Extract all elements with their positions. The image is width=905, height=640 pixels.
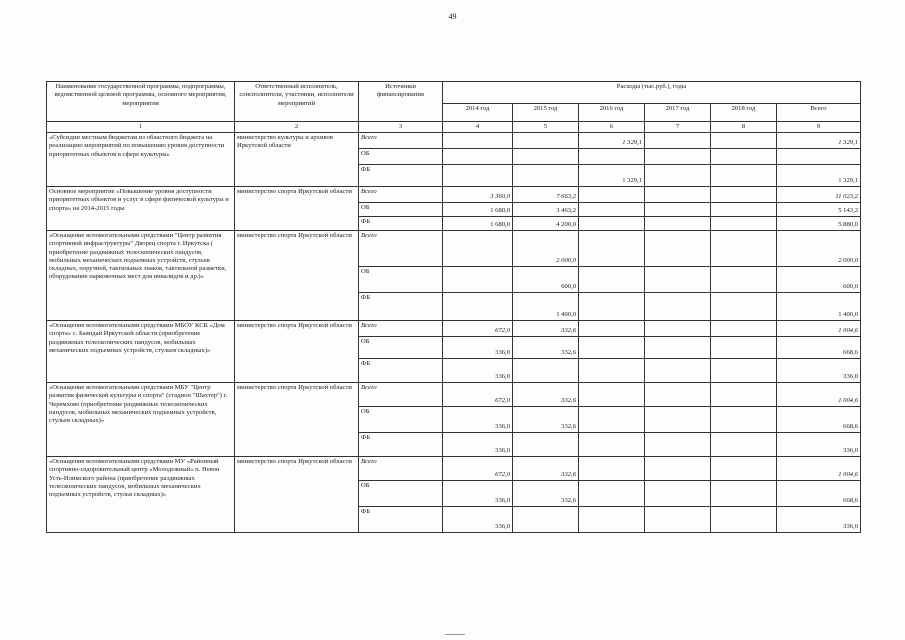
funding-source: ОБ — [359, 481, 443, 507]
amount-cell — [711, 165, 777, 187]
total-cell: 1 400,0 — [777, 293, 861, 321]
total-cell: 1 004,6 — [777, 383, 861, 407]
funding-source: Всего — [359, 457, 443, 481]
amount-cell — [579, 457, 645, 481]
amount-cell — [711, 203, 777, 217]
total-cell: 668,6 — [777, 337, 861, 359]
total-cell: 1 004,6 — [777, 457, 861, 481]
total-cell: 5 880,0 — [777, 217, 861, 231]
amount-cell: 332,6 — [513, 337, 579, 359]
amount-cell — [443, 165, 513, 187]
table-row — [47, 383, 861, 407]
amount-cell — [443, 231, 513, 267]
budget-table — [46, 81, 861, 533]
responsible-executor: министерство спорта Иркутской области — [235, 457, 359, 533]
amount-cell — [513, 433, 579, 457]
amount-cell: 672,0 — [443, 457, 513, 481]
header-year: 2014 год — [443, 104, 513, 122]
amount-cell — [711, 433, 777, 457]
amount-cell — [645, 133, 711, 149]
amount-cell: 4 200,0 — [513, 217, 579, 231]
amount-cell — [443, 267, 513, 293]
responsible-executor: министерство спорта Иркутской области — [235, 231, 359, 321]
amount-cell: 1 329,1 — [579, 165, 645, 187]
amount-cell — [579, 187, 645, 203]
responsible-executor: министерство культуры и архивов Иркутской области — [235, 133, 359, 187]
amount-cell — [579, 433, 645, 457]
amount-cell — [645, 359, 711, 383]
amount-cell — [711, 407, 777, 433]
funding-source: Всего — [359, 321, 443, 337]
amount-cell: 2 000,0 — [513, 231, 579, 267]
funding-source: Всего — [359, 383, 443, 407]
amount-cell: 332,6 — [513, 383, 579, 407]
funding-source: ФБ — [359, 507, 443, 533]
amount-cell — [443, 293, 513, 321]
amount-cell — [711, 231, 777, 267]
amount-cell — [711, 457, 777, 481]
amount-cell — [711, 187, 777, 203]
column-number: 4 — [443, 122, 513, 133]
total-cell: 11 023,2 — [777, 187, 861, 203]
table-row — [47, 231, 861, 267]
header-year: 2016 год — [579, 104, 645, 122]
amount-cell — [711, 217, 777, 231]
header-year: 2015 год — [513, 104, 579, 122]
amount-cell — [711, 507, 777, 533]
amount-cell — [645, 433, 711, 457]
amount-cell — [711, 383, 777, 407]
amount-cell — [645, 457, 711, 481]
amount-cell — [711, 149, 777, 165]
amount-cell — [645, 293, 711, 321]
amount-cell — [579, 481, 645, 507]
funding-source: ФБ — [359, 433, 443, 457]
funding-source: ОБ — [359, 267, 443, 293]
amount-cell — [645, 149, 711, 165]
amount-cell — [579, 507, 645, 533]
responsible-executor: министерство спорта Иркутской области — [235, 321, 359, 383]
funding-source: Всего — [359, 133, 443, 149]
amount-cell: 332,6 — [513, 481, 579, 507]
funding-source: ОБ — [359, 149, 443, 165]
amount-cell — [579, 383, 645, 407]
total-cell: 600,0 — [777, 267, 861, 293]
amount-cell — [513, 133, 579, 149]
amount-cell — [645, 217, 711, 231]
amount-cell — [513, 165, 579, 187]
amount-cell: 1 400,0 — [513, 293, 579, 321]
column-number: 2 — [235, 122, 359, 133]
total-cell: 668,6 — [777, 407, 861, 433]
amount-cell — [443, 149, 513, 165]
amount-cell: 1 329,1 — [579, 133, 645, 149]
amount-cell — [645, 267, 711, 293]
total-cell: 1 329,1 — [777, 133, 861, 149]
amount-cell — [579, 337, 645, 359]
total-cell: 336,0 — [777, 433, 861, 457]
amount-cell — [711, 293, 777, 321]
amount-cell — [513, 507, 579, 533]
total-cell: 1 004,6 — [777, 321, 861, 337]
column-number: 5 — [513, 122, 579, 133]
amount-cell: 672,0 — [443, 383, 513, 407]
responsible-executor: министерство спорта Иркутской области — [235, 187, 359, 231]
amount-cell: 1 680,0 — [443, 203, 513, 217]
amount-cell: 3 360,0 — [443, 187, 513, 203]
measure-name: Основное мероприятие «Повышение уровня доступности приоритетных объектов и услуг в сфере физической культуры и спорта» на 2014-2015 годы — [47, 187, 235, 231]
header-executor: Ответственный исполнитель, соисполнители, участники, исполнители мероприятий — [235, 82, 359, 122]
total-cell: 336,0 — [777, 507, 861, 533]
measure-name: «Оснащение вспомогательными средствами МБОУ КСК «Дом спорта» с. Баяндай Иркутской области (приобретение раздвижных телескопических пандусов, мобильных механических подъемных устройств, стульев складных)» — [47, 321, 235, 383]
funding-source: ФБ — [359, 217, 443, 231]
funding-source: Всего — [359, 187, 443, 203]
amount-cell — [645, 165, 711, 187]
amount-cell — [579, 231, 645, 267]
page-number: 49 — [448, 12, 457, 21]
total-cell: 1 329,1 — [777, 165, 861, 187]
table-row — [47, 457, 861, 481]
funding-source: Всего — [359, 231, 443, 267]
amount-cell — [711, 337, 777, 359]
amount-cell — [579, 321, 645, 337]
column-number: 9 — [777, 122, 861, 133]
amount-cell — [645, 507, 711, 533]
column-number: 3 — [359, 122, 443, 133]
column-number: 1 — [47, 122, 235, 133]
amount-cell — [579, 149, 645, 165]
amount-cell: 600,0 — [513, 267, 579, 293]
amount-cell — [711, 133, 777, 149]
header-year: 2017 год — [645, 104, 711, 122]
responsible-executor: министерство спорта Иркутской области — [235, 383, 359, 457]
table-row — [47, 133, 861, 149]
total-cell: 2 000,0 — [777, 231, 861, 267]
amount-cell: 332,6 — [513, 407, 579, 433]
total-cell: 5 143,2 — [777, 203, 861, 217]
header-total: Всего — [777, 104, 861, 122]
column-number: 6 — [579, 122, 645, 133]
table-row — [47, 187, 861, 203]
header-expenses: Расходы (тыс.руб.), годы — [443, 82, 861, 104]
header-source: Источники финансирования — [359, 82, 443, 122]
amount-cell — [711, 267, 777, 293]
total-cell: 668,6 — [777, 481, 861, 507]
measure-name: «Оснащение вспомогательными средствами "Центр развития спортивной инфраструктуры" Дворец спорта г. Иркутска ( приобретение раздвижных телескопических пандусов, мобильных механических подъемных устройств, стульев складных, поручней, тактильных знаков, тактильной разметки, оборудование парковочных мест для инвалидов и др.)» — [47, 231, 235, 321]
amount-cell — [645, 337, 711, 359]
amount-cell — [579, 203, 645, 217]
page-edge-mark — [445, 634, 465, 635]
amount-cell: 3 463,2 — [513, 203, 579, 217]
amount-cell — [579, 293, 645, 321]
total-cell — [777, 149, 861, 165]
amount-cell — [645, 187, 711, 203]
amount-cell: 336,0 — [443, 359, 513, 383]
amount-cell: 332,6 — [513, 457, 579, 481]
measure-name: «Оснащение вспомогательными средствами МУ «Районный спортивно-оздоровительный центр «Молодежный» п. Невон Усть-Илимского района (приобретение раздвижных телескопических пандусов, мобильных механических подъемных устройств, стулья складных)» — [47, 457, 235, 533]
header-name: Наименование государственной программы, подпрограммы, ведомственной целевой программы, основного мероприятия, мероприятия — [47, 82, 235, 122]
amount-cell: 336,0 — [443, 337, 513, 359]
funding-source: ФБ — [359, 165, 443, 187]
amount-cell — [711, 481, 777, 507]
amount-cell: 336,0 — [443, 507, 513, 533]
total-cell: 336,0 — [777, 359, 861, 383]
amount-cell: 336,0 — [443, 481, 513, 507]
table-row — [47, 321, 861, 337]
amount-cell — [579, 267, 645, 293]
measure-name: «Оснащение вспомогательными средствами МБУ "Центр развития физической культуры и спорта" (стадион "Шахтер") г. Черемхово (приобретение раздвижных телескопических пандусов, мобильных механических подъемных устройств, стульев складных)» — [47, 383, 235, 457]
amount-cell — [443, 133, 513, 149]
funding-source: ОБ — [359, 407, 443, 433]
amount-cell: 1 680,0 — [443, 217, 513, 231]
column-number: 7 — [645, 122, 711, 133]
funding-source: ФБ — [359, 293, 443, 321]
amount-cell — [645, 383, 711, 407]
amount-cell: 336,0 — [443, 407, 513, 433]
amount-cell — [645, 231, 711, 267]
measure-name: «Субсидии местным бюджетам из областного бюджета на реализацию мероприятий по повышению уровня доступности приоритетных объектов в сфере культуры» — [47, 133, 235, 187]
amount-cell — [645, 407, 711, 433]
amount-cell — [645, 203, 711, 217]
header-year: 2018 год — [711, 104, 777, 122]
amount-cell — [711, 359, 777, 383]
amount-cell: 672,0 — [443, 321, 513, 337]
amount-cell — [645, 321, 711, 337]
amount-cell — [645, 481, 711, 507]
amount-cell: 336,0 — [443, 433, 513, 457]
amount-cell: 332,6 — [513, 321, 579, 337]
amount-cell — [513, 359, 579, 383]
funding-source: ОБ — [359, 203, 443, 217]
column-number: 8 — [711, 122, 777, 133]
amount-cell: 7 663,2 — [513, 187, 579, 203]
funding-source: ФБ — [359, 359, 443, 383]
amount-cell — [711, 321, 777, 337]
amount-cell — [579, 359, 645, 383]
amount-cell — [579, 217, 645, 231]
amount-cell — [579, 407, 645, 433]
amount-cell — [513, 149, 579, 165]
funding-source: ОБ — [359, 337, 443, 359]
